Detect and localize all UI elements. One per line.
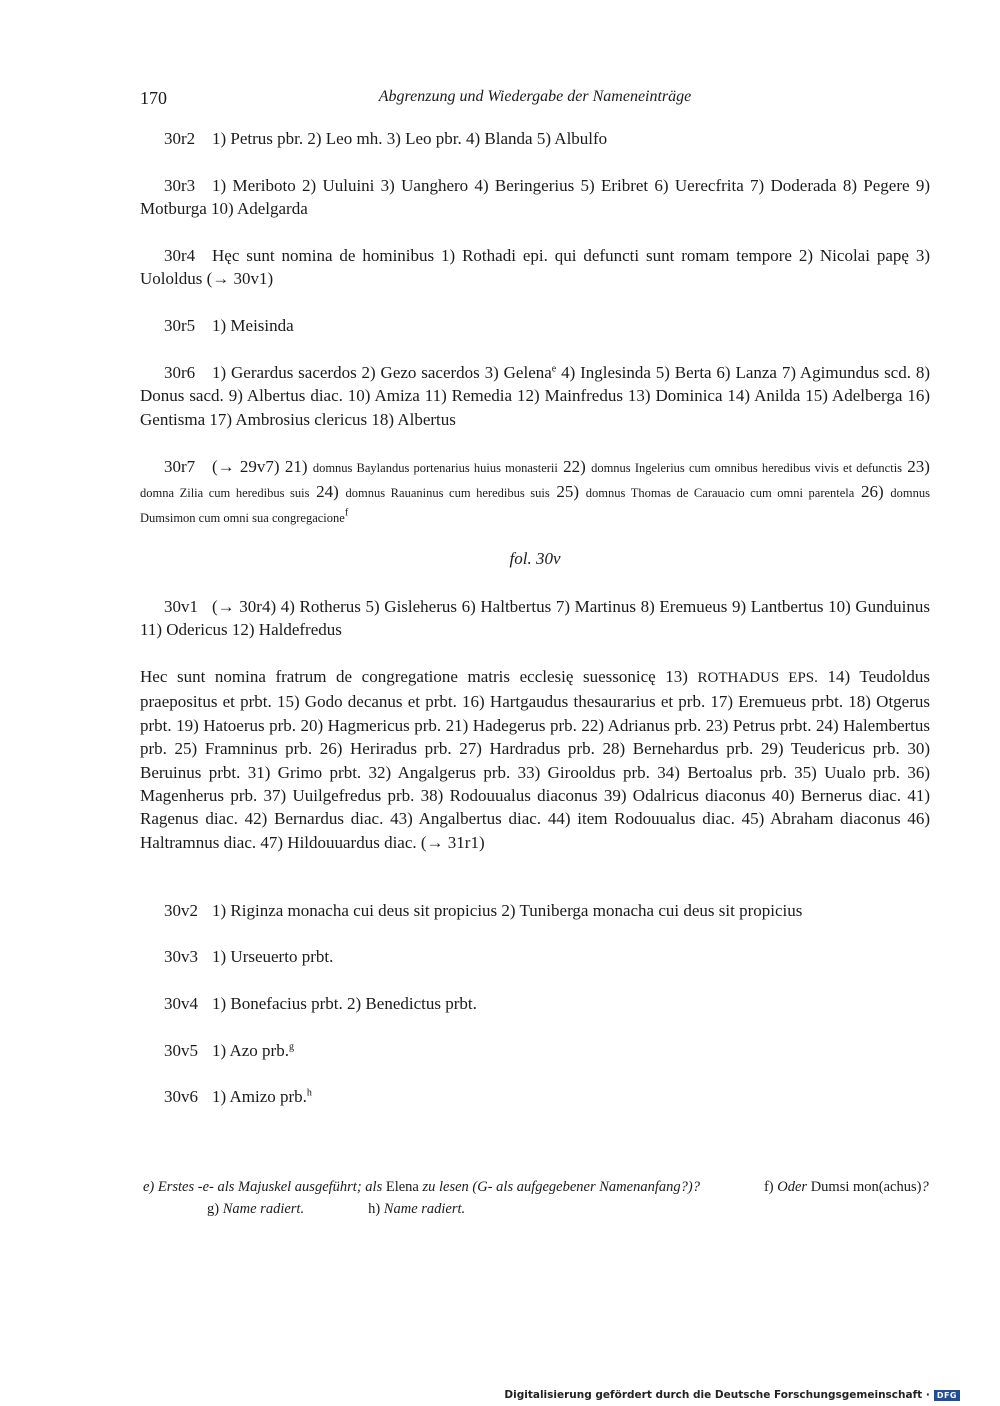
footnote-g — [207, 1201, 304, 1217]
entry-ref: 30r5 — [164, 316, 196, 335]
entry-30v1 — [140, 595, 930, 642]
footnote-text: Elena — [382, 1179, 423, 1195]
footnote-label: e) — [143, 1179, 155, 1195]
entry-number: 25) — [549, 482, 586, 501]
entry-text: 1) Bonefacius prbt. 2) Benedictus prbt. — [212, 994, 477, 1013]
entry-text: 1) Riginza monacha cui deus sit propicius 2) Tuniberga monacha cui deus sit propicius — [212, 901, 803, 920]
name-entry: domnus Thomas de Carauacio cum omni parentela — [585, 486, 855, 500]
footnote-e — [143, 1179, 700, 1195]
entry-30v6 — [140, 1085, 930, 1108]
footnote-text: Name radiert. — [383, 1201, 466, 1217]
entry-ref: 30v1 — [164, 597, 198, 616]
footnote-label: g) — [207, 1201, 220, 1217]
footnote-marker: g — [288, 1041, 294, 1053]
entry-30r2 — [140, 127, 930, 150]
footnote-f — [764, 1179, 929, 1195]
footnote-text: ? — [921, 1179, 929, 1195]
footnote-text: Oder — [777, 1179, 808, 1195]
entry-text: 1) Gerardus sacerdos 2) Gezo sacerdos 3) Gelena — [212, 363, 552, 382]
running-title: Abgrenzung und Wiedergabe der Nameneinträge — [378, 88, 692, 105]
funding-text: Digitalisierung gefördert durch die Deutsche Forschungsgemeinschaft · — [504, 1389, 930, 1401]
page-header — [140, 88, 930, 112]
name-entry: domnus Rauaninus cum heredibus suis — [345, 486, 550, 500]
footnote-label: h) — [368, 1201, 381, 1217]
cross-reference: (→ 29v7) 21) — [212, 457, 313, 476]
entry-ref: 30v5 — [164, 1041, 198, 1060]
page-number: 170 — [140, 88, 167, 108]
entry-30r3 — [140, 174, 930, 221]
congregation-lead: Hec sunt nomina fratrum de congregatione matris ecclesię suessonicę 13) — [140, 667, 698, 686]
entry-ref: 30v6 — [164, 1087, 198, 1106]
entry-30r6 — [140, 361, 930, 431]
congregation-list — [140, 665, 930, 854]
entry-number: 26) — [854, 482, 891, 501]
entry-text: (→ 30r4) 4) Rotherus 5) Gisleherus 6) Haltbertus 7) Martinus 8) Eremueus 9) Lantbertus 10) Gunduinus 11) Odericus 12) Haldefredus — [140, 597, 930, 640]
funding-notice — [504, 1389, 960, 1401]
entry-number: 23) — [902, 457, 930, 476]
entry-30r5 — [140, 314, 930, 337]
entry-text: 1) Urseuerto prbt. — [212, 947, 334, 966]
entry-30r7 — [140, 455, 930, 530]
footnote-text: Name radiert. — [222, 1201, 305, 1217]
entry-text: 1) Meriboto 2) Uuluini 3) Uanghero 4) Beringerius 5) Eribret 6) Uerecfrita 7) Doderada 8) Pegere 9) Motburga 10) Adelgarda — [140, 176, 930, 219]
entry-ref: 30r4 — [164, 246, 196, 265]
name-entry: domna Zilia cum heredibus suis — [140, 486, 310, 500]
entry-ref: 30r6 — [164, 363, 196, 382]
footnote-text: Erstes -e- als Majuskel ausgeführt; als — [157, 1179, 383, 1195]
footnote-text: Dumsi mon(achus) — [807, 1179, 922, 1195]
entry-ref: 30v3 — [164, 947, 198, 966]
congregation-names: 14) Teudoldus praepositus et prbt. 15) Godo decanus et prbt. 16) Hartgaudus thesaurarius et prb. 17) Eremueus prbt. 18) Otgerus prbt. 19) Hatoerus prb. 20) Hagmericus prb. 21) Hadegerus prb. 22) Adrianus prb. 23) Petrus prbt. 24) Halembertus prb. 25) Framninus prb. 26) Heriradus prb. 27) Hardradus prb. 28) Bernehardus prb. 29) Teudericus prb. 30) Beruinus prbt. 31) Grimo prbt. 32) Angalgerus prb. 33) Girooldus prb. 34) Bertoalus prb. 35) Uualo prb. 36) Magenherus prb. 37) Uuilgefredus prb. 38) Rodouualus diaconus 39) Odalricus diaconus 40) Bernerus diac. 41) Ragenus diac. 42) Bernardus diac. 43) Angalbertus diac. 44) item Rodouualus diac. 45) Abraham diaconus 46) Haltramnus diac. 47) Hildouuardus diac. (→ 31r1) — [140, 667, 930, 852]
entry-number: 22) — [557, 457, 592, 476]
entry-ref: 30v4 — [164, 994, 198, 1013]
entry-ref: 30r2 — [164, 129, 196, 148]
footnote-text: zu lesen (G- als aufgegebener Namenanfang?)? — [422, 1179, 700, 1195]
entry-text: 1) Petrus pbr. 2) Leo mh. 3) Leo pbr. 4) Blanda 5) Albulfo — [212, 129, 608, 148]
folio-heading: fol. 30v — [509, 549, 561, 568]
bishop-name: ROTHADUS EPS. — [697, 670, 818, 686]
footnote-marker: h — [306, 1087, 312, 1099]
entry-ref: 30r7 — [164, 457, 196, 476]
footnotes — [143, 1176, 930, 1220]
entry-30v4 — [140, 992, 930, 1015]
name-entry: domnus Baylandus portenarius huius monasterii — [312, 461, 558, 475]
entry-text: 1) Amizo prb. — [212, 1087, 307, 1106]
entry-ref: 30r3 — [164, 176, 196, 195]
entry-text: 1) Meisinda — [212, 316, 294, 335]
footnote-marker: f — [344, 507, 349, 519]
entry-30r4 — [140, 244, 930, 291]
name-entry: domnus Dumsimon cum omni sua congregacione — [140, 486, 930, 525]
entry-30v3 — [140, 945, 930, 968]
entry-ref: 30v2 — [164, 901, 198, 920]
entry-text: Hęc sunt nomina de hominibus 1) Rothadi epi. qui defuncti sunt romam tempore 2) Nicolai papę 3) Uololdus (→ 30v1) — [140, 246, 930, 289]
dfg-logo: DFG — [934, 1390, 960, 1401]
entry-text-continued: 4) Inglesinda 5) Berta 6) Lanza 7) Agimundus scd. 8) Donus sacd. 9) Albertus diac. 10) Amiza 11) Remedia 12) Mainfredus 13) Dominica 14) Anilda 15) Adelberga 16) Gentisma 17) Ambrosius clericus 18) Albertus — [140, 363, 930, 429]
name-entry: domnus Ingelerius cum omnibus heredibus vivis et defunctis — [591, 461, 903, 475]
entry-30v2 — [140, 899, 930, 922]
footnote-h — [368, 1201, 465, 1217]
entry-text: 1) Azo prb. — [212, 1041, 289, 1060]
entry-number: 24) — [309, 482, 346, 501]
footnote-label: f) — [763, 1179, 774, 1195]
footnote-marker: e — [551, 363, 557, 375]
entry-30v5 — [140, 1039, 930, 1062]
